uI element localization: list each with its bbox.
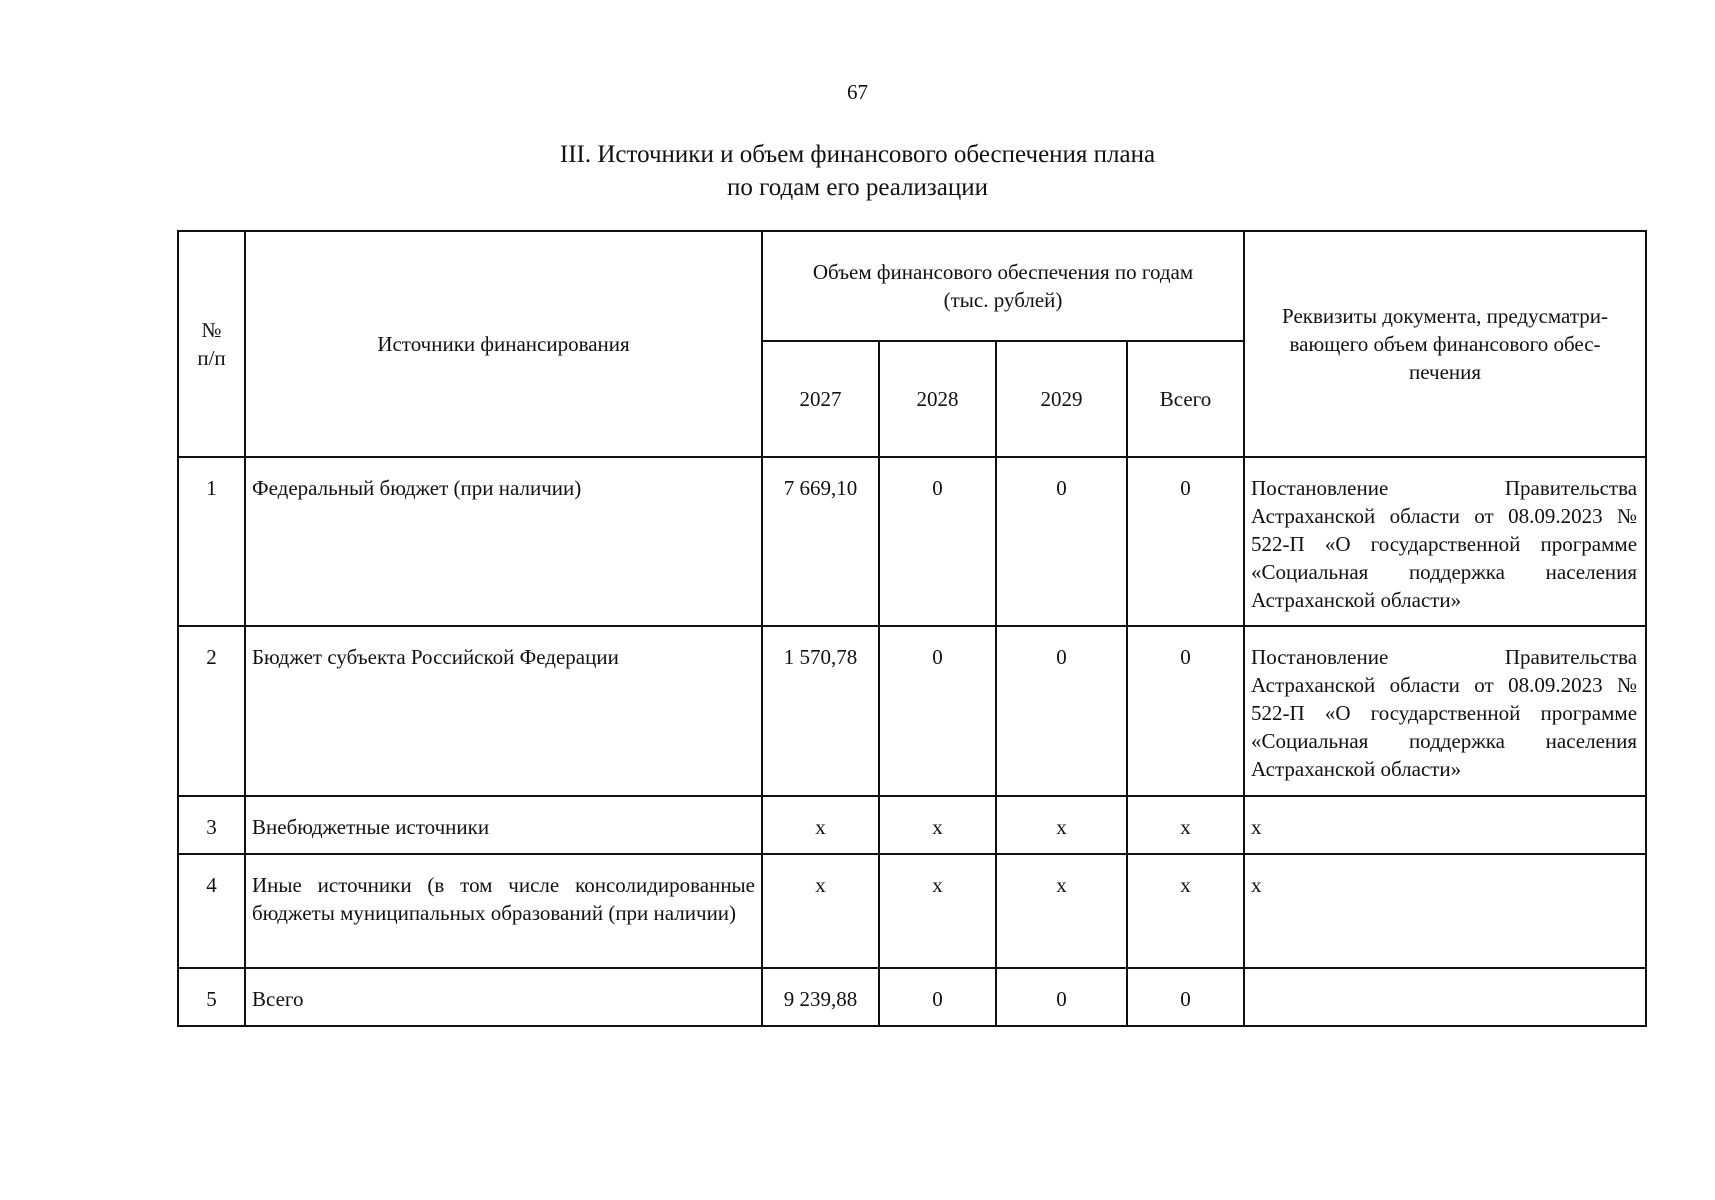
row-document xyxy=(1244,968,1646,1026)
header-year-2027: 2027 xyxy=(762,341,879,457)
header-volume-line-1: Объем финансового обеспечения по годам xyxy=(812,260,1194,284)
header-year-total: Всего xyxy=(1127,341,1244,457)
row-value-2028: х xyxy=(879,796,996,854)
row-value-2029: 0 xyxy=(996,457,1127,626)
row-value-2028: х xyxy=(879,854,996,968)
row-value-2027: 9 239,88 xyxy=(762,968,879,1026)
page-number: 67 xyxy=(847,80,868,104)
row-value-2027: х xyxy=(762,796,879,854)
table-row xyxy=(178,457,1646,626)
row-document: Постановление Правительства Астраханской области от 08.09.2023 № 522-П «О государственной программе «Социальная поддержка населения Астраханской области» xyxy=(1244,457,1646,626)
header-document xyxy=(1244,231,1646,457)
header-document-line-1: Реквизиты документа, предусматри- xyxy=(1282,304,1608,328)
row-value-2028: 0 xyxy=(879,457,996,626)
header-volume-line-2: (тыс. рублей) xyxy=(943,288,1063,312)
row-value-total: х xyxy=(1127,796,1244,854)
row-value-total: 0 xyxy=(1127,968,1244,1026)
table-row xyxy=(178,854,1646,968)
row-document: Постановление Правительства Астраханской области от 08.09.2023 № 522-П «О государственной программе «Социальная поддержка населения Астраханской области» xyxy=(1244,626,1646,796)
row-number: 2 xyxy=(178,626,245,796)
row-source: Федеральный бюджет (при наличии) xyxy=(245,457,762,626)
row-source: Внебюджетные источники xyxy=(245,796,762,854)
header-year-2029: 2029 xyxy=(996,341,1127,457)
row-value-2029: х xyxy=(996,854,1127,968)
row-number: 3 xyxy=(178,796,245,854)
header-year-2028: 2028 xyxy=(879,341,996,457)
row-value-2029: 0 xyxy=(996,968,1127,1026)
header-source: Источники финансирования xyxy=(245,231,762,457)
section-title xyxy=(0,138,1715,204)
row-value-2028: 0 xyxy=(879,968,996,1026)
row-document: х xyxy=(1244,796,1646,854)
row-source: Всего xyxy=(245,968,762,1026)
funding-table xyxy=(177,230,1647,1027)
table-row xyxy=(178,796,1646,854)
row-number: 1 xyxy=(178,457,245,626)
row-number: 5 xyxy=(178,968,245,1026)
header-document-line-3: печения xyxy=(1409,360,1482,384)
row-value-2028: 0 xyxy=(879,626,996,796)
row-value-2027: 7 669,10 xyxy=(762,457,879,626)
section-title-line-2: по годам его реализации xyxy=(726,174,989,201)
row-value-total: х xyxy=(1127,854,1244,968)
row-value-total: 0 xyxy=(1127,457,1244,626)
row-value-2027: 1 570,78 xyxy=(762,626,879,796)
header-number xyxy=(178,231,245,457)
row-source: Бюджет субъекта Российской Федерации xyxy=(245,626,762,796)
header-number-line-1: № xyxy=(201,318,222,342)
row-number: 4 xyxy=(178,854,245,968)
table-row xyxy=(178,968,1646,1026)
row-value-total: 0 xyxy=(1127,626,1244,796)
header-number-line-2: п/п xyxy=(197,346,226,370)
row-value-2029: х xyxy=(996,796,1127,854)
table-row xyxy=(178,626,1646,796)
row-document: х xyxy=(1244,854,1646,968)
row-value-2029: 0 xyxy=(996,626,1127,796)
header-document-line-2: вающего объем финансового обес- xyxy=(1289,332,1601,356)
row-source: Иные источники (в том числе консолидированные бюджеты муниципальных образований (при наличии) xyxy=(245,854,762,968)
header-volume xyxy=(762,231,1244,341)
section-title-line-1: III. Источники и объем финансового обеспечения плана xyxy=(559,141,1156,168)
row-value-2027: х xyxy=(762,854,879,968)
